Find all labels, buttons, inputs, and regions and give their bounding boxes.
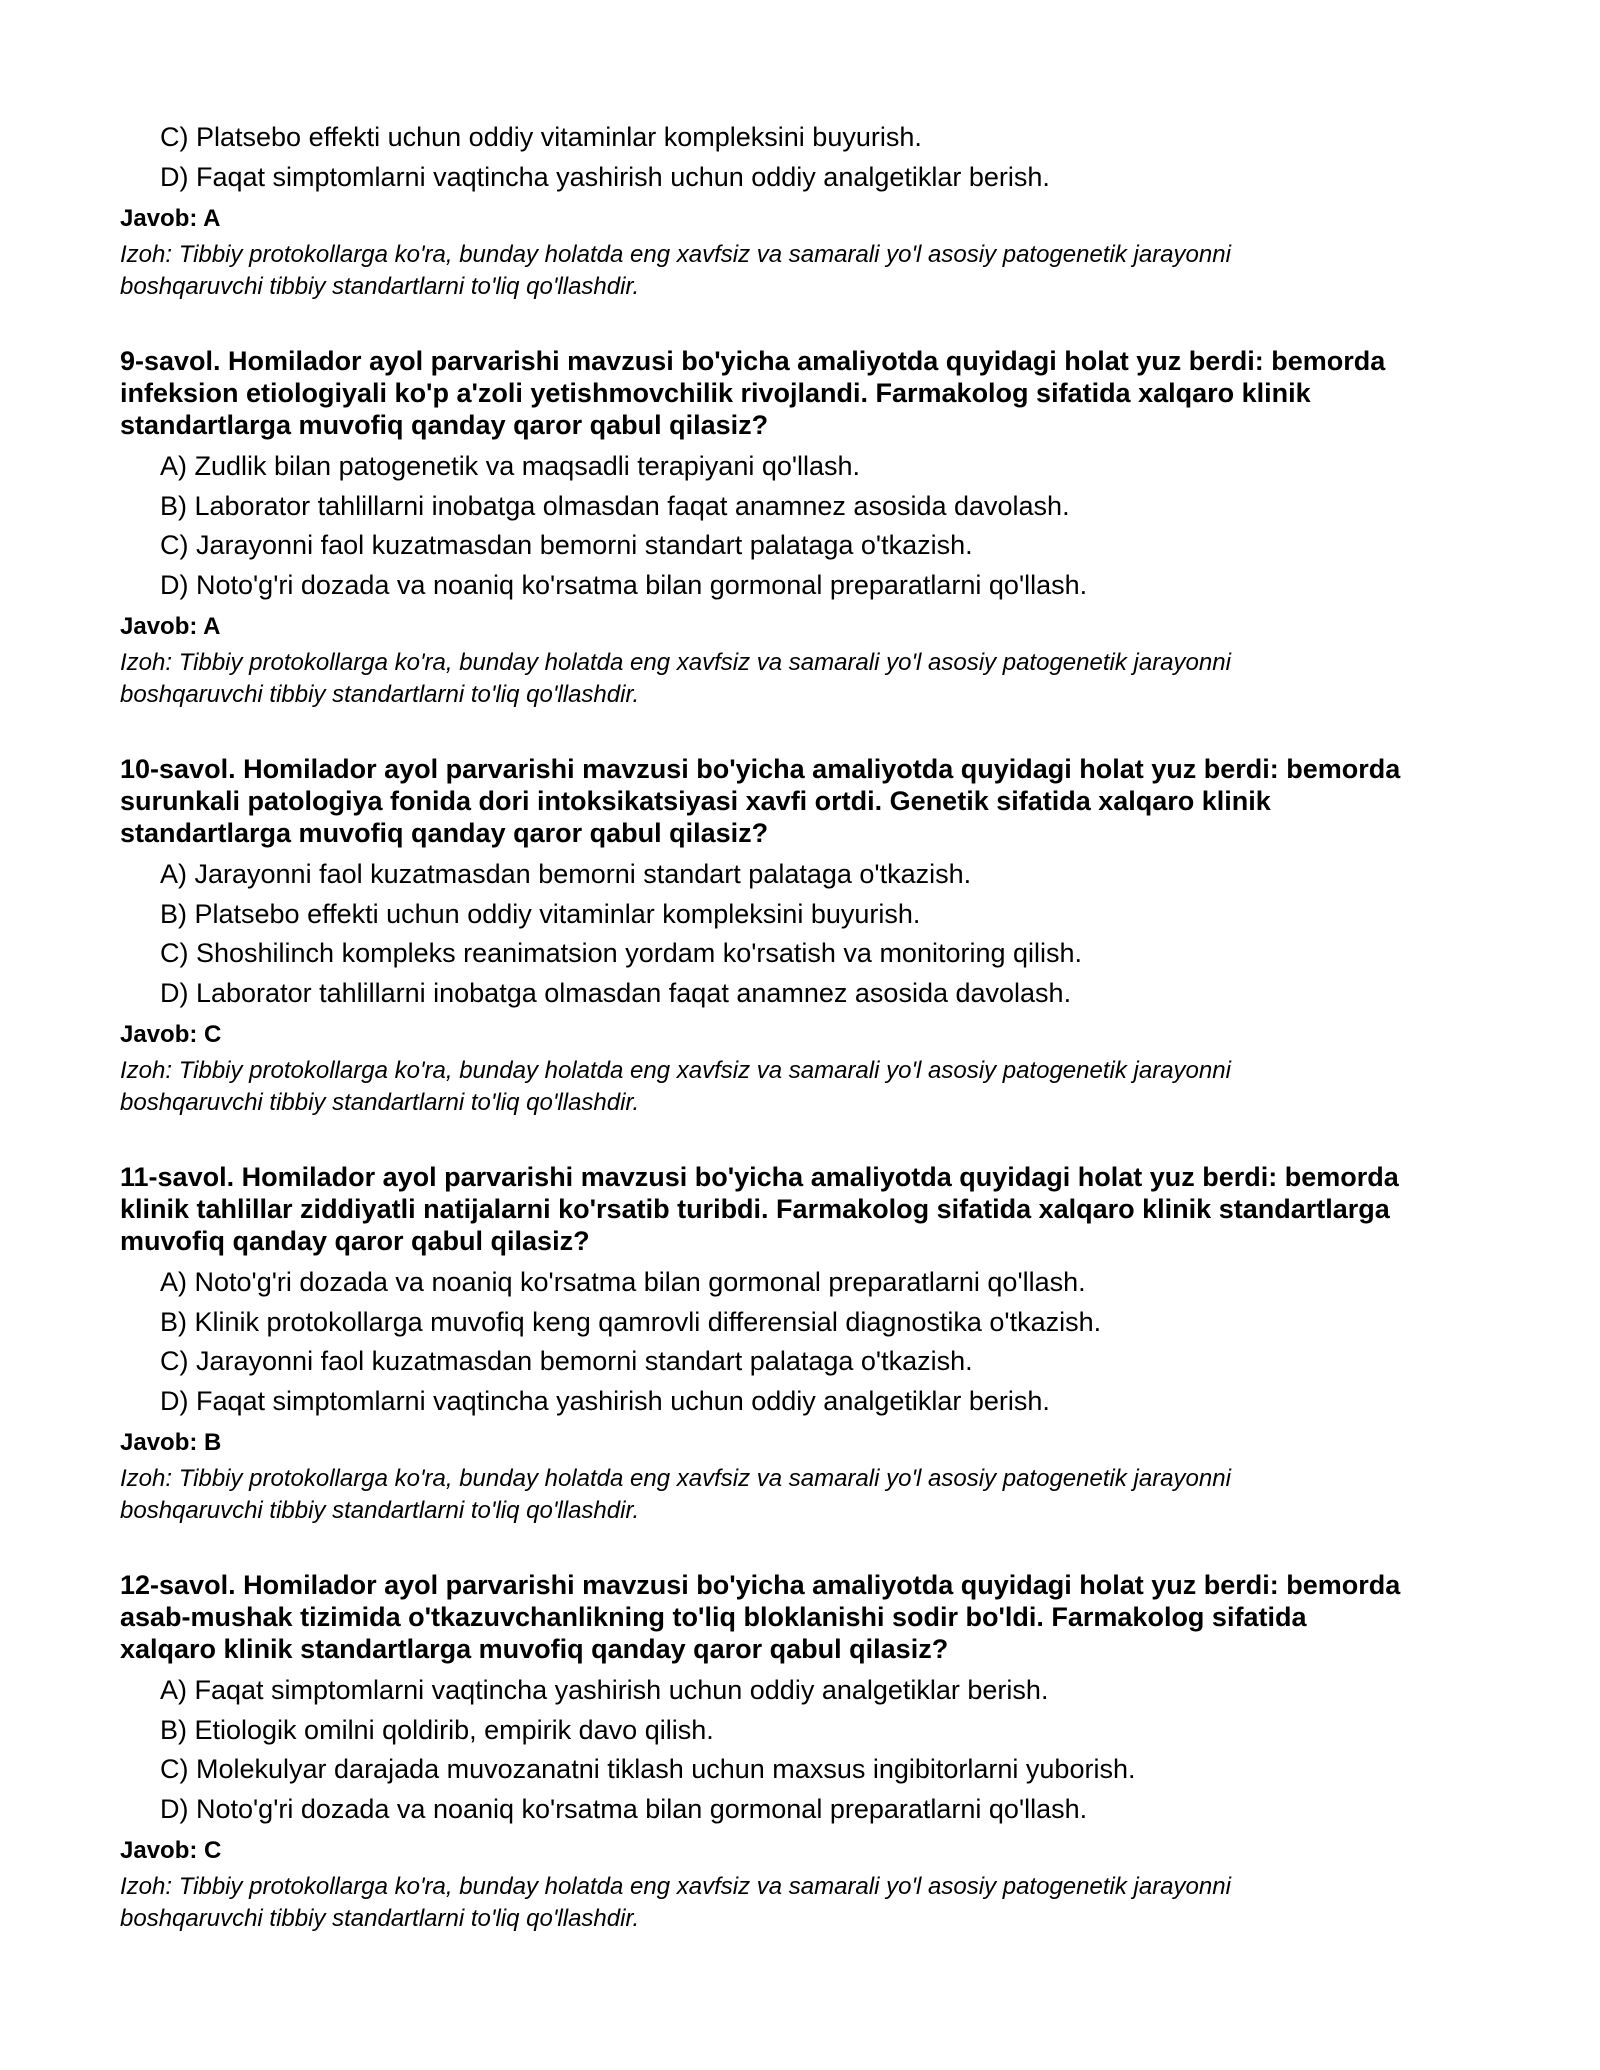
answer-options <box>120 447 1500 605</box>
note-line: Izoh: Tibbiy protokollarga ko'ra, bunday holatda eng xavfsiz va samarali yo'l asosiy patogenetik jarayonni <box>120 1057 1231 1084</box>
answer-label: Javob: C <box>120 1021 222 1048</box>
option-b: B) Laborator tahlillarni inobatga olmasdan faqat anamnez asosida davolash. <box>160 490 1070 521</box>
option-a: A) Noto'g'ri dozada va noaniq ko'rsatma bilan gormonal preparatlarni qo'llash. <box>160 1267 1086 1297</box>
note-line: Izoh: Tibbiy protokollarga ko'ra, bunday holatda eng xavfsiz va samarali yo'l asosiy patogenetik jarayonni <box>120 649 1231 676</box>
question-block-11 <box>120 1161 1500 1527</box>
option-a: A) Jarayonni faol kuzatmasdan bemorni standart palataga o'tkazish. <box>160 859 972 889</box>
question-line: 9-savol. Homilador ayol parvarishi mavzusi bo'yicha amaliyotda quyidagi holat yuz berdi: bemorda <box>120 346 1386 376</box>
question-line: surunkali patologiya fonida dori intoksikatsiyasi xavfi ortdi. Genetik sifatida xalqaro klinik <box>120 786 1271 816</box>
question-line: asab-mushak tizimida o'tkazuvchanlikning to'liq bloklanishi sodir bo'ldi. Farmakolog sifatida <box>120 1602 1307 1632</box>
option-c: C) Molekulyar darajada muvozanatni tiklash uchun maxsus ingibitorlarni yuborish. <box>160 1754 1136 1784</box>
question-line: standartlarga muvofiq qanday qaror qabul qilasiz? <box>120 818 769 848</box>
answer-options <box>120 855 1500 1013</box>
question-text <box>120 345 1500 441</box>
option-d: D) Laborator tahlillarni inobatga olmasdan faqat anamnez asosida davolash. <box>160 977 1072 1008</box>
option-d: D) Noto'g'ri dozada va noaniq ko'rsatma bilan gormonal preparatlarni qo'llash. <box>160 1793 1088 1824</box>
answer-label: Javob: A <box>120 613 221 640</box>
option-b: B) Klinik protokollarga muvofiq keng qamrovli differensial diagnostika o'tkazish. <box>160 1306 1102 1337</box>
answer-label: Javob: B <box>120 1429 222 1456</box>
note-line: boshqaruvchi tibbiy standartlarni to'liq qo'llashdir. <box>120 1089 640 1116</box>
option-a: A) Zudlik bilan patogenetik va maqsadli terapiyani qo'llash. <box>160 451 861 481</box>
option-b: B) Etiologik omilni qoldirib, empirik davo qilish. <box>160 1714 714 1745</box>
option-b: B) Platsebo effekti uchun oddiy vitaminlar kompleksini buyurish. <box>160 898 921 929</box>
option-d: D) Faqat simptomlarni vaqtincha yashirish uchun oddiy analgetiklar berish. <box>160 161 1050 192</box>
option-d: D) Faqat simptomlarni vaqtincha yashirish uchun oddiy analgetiklar berish. <box>160 1385 1050 1416</box>
question-line: 12-savol. Homilador ayol parvarishi mavzusi bo'yicha amaliyotda quyidagi holat yuz berdi: bemorda <box>120 1570 1401 1600</box>
option-c: C) Platsebo effekti uchun oddiy vitaminlar kompleksini buyurish. <box>160 122 922 152</box>
question-text <box>120 753 1500 849</box>
option-a: A) Faqat simptomlarni vaqtincha yashirish uchun oddiy analgetiklar berish. <box>160 1675 1049 1705</box>
option-d: D) Noto'g'ri dozada va noaniq ko'rsatma bilan gormonal preparatlarni qo'llash. <box>160 569 1088 600</box>
answer-options <box>120 118 1500 197</box>
question-line: 10-savol. Homilador ayol parvarishi mavzusi bo'yicha amaliyotda quyidagi holat yuz berdi: bemorda <box>120 754 1401 784</box>
answer-options <box>120 1671 1500 1829</box>
answer-label: Javob: C <box>120 1837 222 1864</box>
note-line: Izoh: Tibbiy protokollarga ko'ra, bunday holatda eng xavfsiz va samarali yo'l asosiy patogenetik jarayonni <box>120 241 1231 268</box>
answer-options <box>120 1263 1500 1421</box>
note-line: Izoh: Tibbiy protokollarga ko'ra, bunday holatda eng xavfsiz va samarali yo'l asosiy patogenetik jarayonni <box>120 1873 1231 1900</box>
note-line: boshqaruvchi tibbiy standartlarni to'liq qo'llashdir. <box>120 681 640 708</box>
explanation-note <box>120 1871 1500 1935</box>
question-line: infeksion etiologiyali ko'p a'zoli yetishmovchilik rivojlandi. Farmakolog sifatida xalqaro klinik <box>120 378 1311 408</box>
explanation-note <box>120 647 1500 711</box>
question-block-9 <box>120 345 1500 711</box>
explanation-note <box>120 1463 1500 1527</box>
question-text <box>120 1161 1500 1257</box>
question-text <box>120 1569 1500 1665</box>
question-line: klinik tahlillar ziddiyatli natijalarni ko'rsatib turibdi. Farmakolog sifatida xalqaro klinik standartlarga <box>120 1194 1390 1224</box>
question-line: xalqaro klinik standartlarga muvofiq qanday qaror qabul qilasiz? <box>120 1634 949 1664</box>
question-line: 11-savol. Homilador ayol parvarishi mavzusi bo'yicha amaliyotda quyidagi holat yuz berdi: bemorda <box>120 1162 1399 1192</box>
answer-label: Javob: A <box>120 205 221 232</box>
option-c: C) Jarayonni faol kuzatmasdan bemorni standart palataga o'tkazish. <box>160 530 973 560</box>
note-line: Izoh: Tibbiy protokollarga ko'ra, bunday holatda eng xavfsiz va samarali yo'l asosiy patogenetik jarayonni <box>120 1465 1231 1492</box>
question-block-12 <box>120 1569 1500 1935</box>
option-c: C) Shoshilinch kompleks reanimatsion yordam ko'rsatish va monitoring qilish. <box>160 938 1083 968</box>
document-page <box>120 118 1500 1935</box>
question-line: standartlarga muvofiq qanday qaror qabul qilasiz? <box>120 410 769 440</box>
question-line: muvofiq qanday qaror qabul qilasiz? <box>120 1226 590 1256</box>
note-line: boshqaruvchi tibbiy standartlarni to'liq qo'llashdir. <box>120 1905 640 1932</box>
explanation-note <box>120 1055 1500 1119</box>
explanation-note <box>120 239 1500 303</box>
option-c: C) Jarayonni faol kuzatmasdan bemorni standart palataga o'tkazish. <box>160 1346 973 1376</box>
question-block-10 <box>120 753 1500 1119</box>
question-block-continued <box>120 118 1500 303</box>
note-line: boshqaruvchi tibbiy standartlarni to'liq qo'llashdir. <box>120 1497 640 1524</box>
note-line: boshqaruvchi tibbiy standartlarni to'liq qo'llashdir. <box>120 273 640 300</box>
